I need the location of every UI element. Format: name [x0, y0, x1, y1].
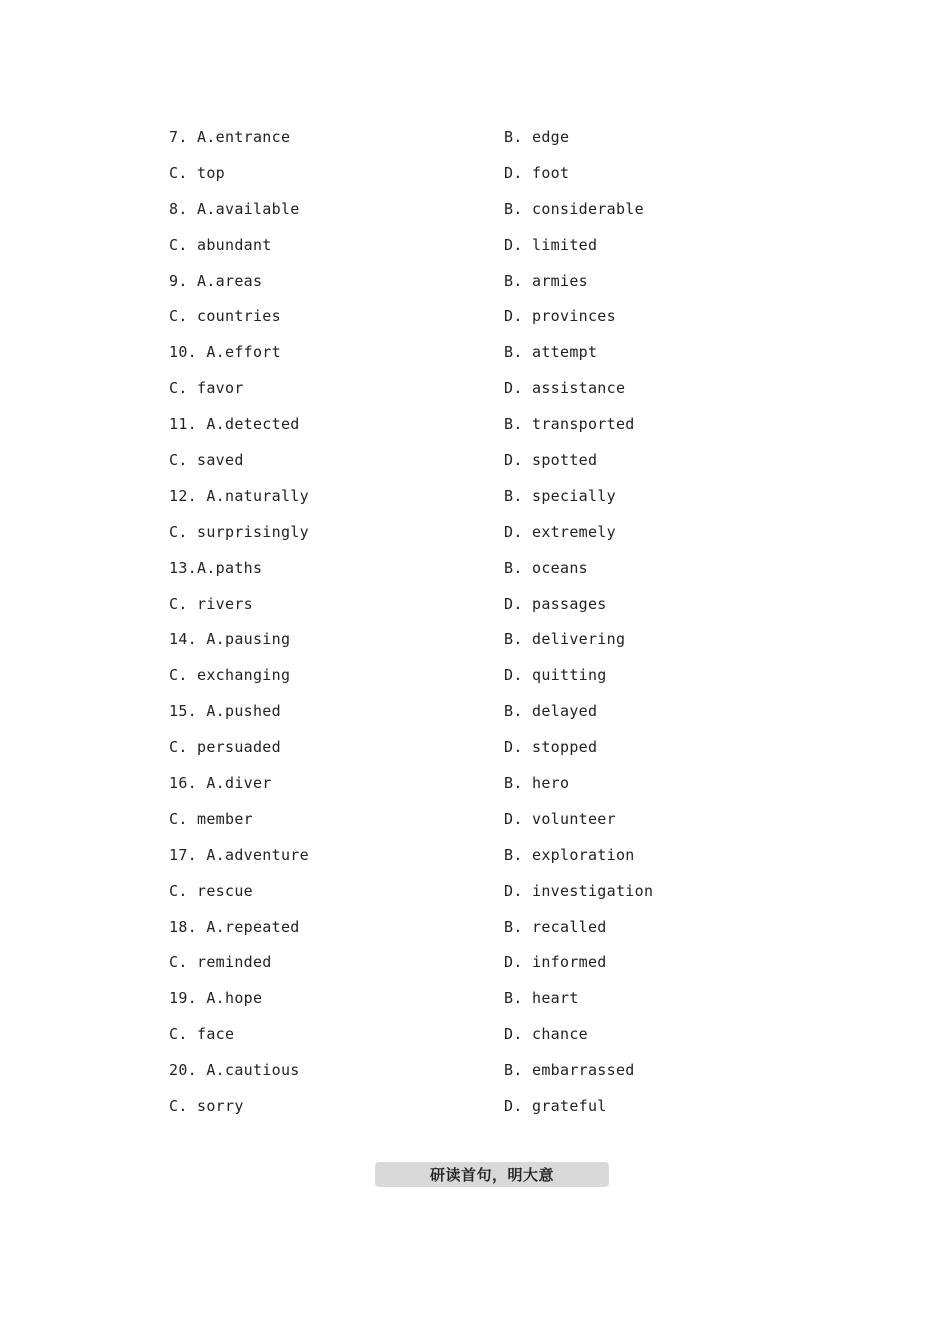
option-right: B. recalled	[504, 917, 607, 936]
option-right: B. edge	[504, 128, 570, 146]
option-left: C. face	[169, 1025, 235, 1044]
option-row	[169, 162, 729, 198]
option-right: B. armies	[504, 271, 588, 290]
option-right: B. heart	[504, 989, 579, 1008]
option-left: 12. A.naturally	[169, 486, 309, 505]
option-right: D. informed	[504, 953, 607, 972]
option-row	[169, 449, 729, 485]
option-row	[169, 916, 729, 952]
option-right: B. specially	[504, 486, 616, 505]
option-row	[169, 1023, 729, 1059]
option-left: C. reminded	[169, 953, 272, 972]
option-right: D. quitting	[504, 666, 607, 685]
option-left: 19. A.hope	[169, 989, 263, 1008]
option-left: 13.A.paths	[169, 558, 263, 577]
option-left: C. abundant	[169, 235, 272, 254]
option-left: C. saved	[169, 451, 244, 470]
option-row	[169, 341, 729, 377]
option-row	[169, 234, 729, 270]
option-left: 10. A.effort	[169, 343, 281, 362]
option-right: D. volunteer	[504, 809, 616, 828]
option-right: B. delivering	[504, 630, 626, 649]
option-right: D. limited	[504, 235, 598, 254]
option-right: B. hero	[504, 774, 570, 793]
option-right: B. oceans	[504, 558, 588, 577]
option-row	[169, 772, 729, 808]
option-row	[169, 736, 729, 772]
option-right: D. investigation	[504, 881, 654, 900]
option-right: B. delayed	[504, 702, 598, 721]
option-left: 11. A.detected	[169, 415, 300, 434]
option-row	[169, 305, 729, 341]
option-right: D. provinces	[504, 307, 616, 326]
option-left: C. favor	[169, 379, 244, 398]
option-right: D. grateful	[504, 1097, 607, 1116]
option-row	[169, 485, 729, 521]
option-row	[169, 1059, 729, 1095]
option-right: B. transported	[504, 415, 635, 434]
option-right: D. spotted	[504, 451, 598, 470]
option-left: C. countries	[169, 307, 281, 326]
option-row	[169, 521, 729, 557]
option-row	[169, 664, 729, 700]
option-left: C. member	[169, 809, 253, 828]
option-left: C. top	[169, 163, 225, 182]
option-right: D. chance	[504, 1025, 588, 1044]
option-row	[169, 557, 729, 593]
section-banner	[375, 1162, 609, 1187]
option-row	[169, 377, 729, 413]
option-left: 17. A.adventure	[169, 845, 309, 864]
option-row	[169, 628, 729, 664]
option-left: C. surprisingly	[169, 522, 309, 541]
option-right: D. passages	[504, 594, 607, 613]
option-row	[169, 808, 729, 844]
answer-options-list	[169, 126, 729, 1131]
option-row	[169, 700, 729, 736]
option-row	[169, 413, 729, 449]
option-left: 20. A.cautious	[169, 1061, 300, 1080]
option-left: 14. A.pausing	[169, 630, 291, 649]
option-right: B. embarrassed	[504, 1061, 635, 1080]
option-right: B. considerable	[504, 199, 644, 218]
option-row	[169, 880, 729, 916]
option-right: B. attempt	[504, 343, 598, 362]
section-banner-text: 研读首句，明大意	[429, 1166, 554, 1184]
option-right: D. stopped	[504, 738, 598, 757]
option-row	[169, 126, 729, 162]
option-right: D. extremely	[504, 522, 616, 541]
option-row	[169, 951, 729, 987]
option-left: 16. A.diver	[169, 774, 272, 793]
option-left: C. rivers	[169, 594, 253, 613]
option-right: D. assistance	[504, 379, 626, 398]
option-row	[169, 593, 729, 629]
option-left: 18. A.repeated	[169, 917, 300, 936]
option-left: C. rescue	[169, 881, 253, 900]
option-left: 9. A.areas	[169, 271, 263, 290]
option-row	[169, 844, 729, 880]
option-right: D. foot	[504, 163, 570, 182]
option-row	[169, 1095, 729, 1131]
option-left: 7. A.entrance	[169, 128, 291, 146]
option-left: C. sorry	[169, 1097, 244, 1116]
option-left: 8. A.available	[169, 199, 300, 218]
option-row	[169, 198, 729, 234]
option-row	[169, 270, 729, 306]
option-left: 15. A.pushed	[169, 702, 281, 721]
option-row	[169, 987, 729, 1023]
option-right: B. exploration	[504, 845, 635, 864]
option-left: C. exchanging	[169, 666, 291, 685]
option-left: C. persuaded	[169, 738, 281, 757]
